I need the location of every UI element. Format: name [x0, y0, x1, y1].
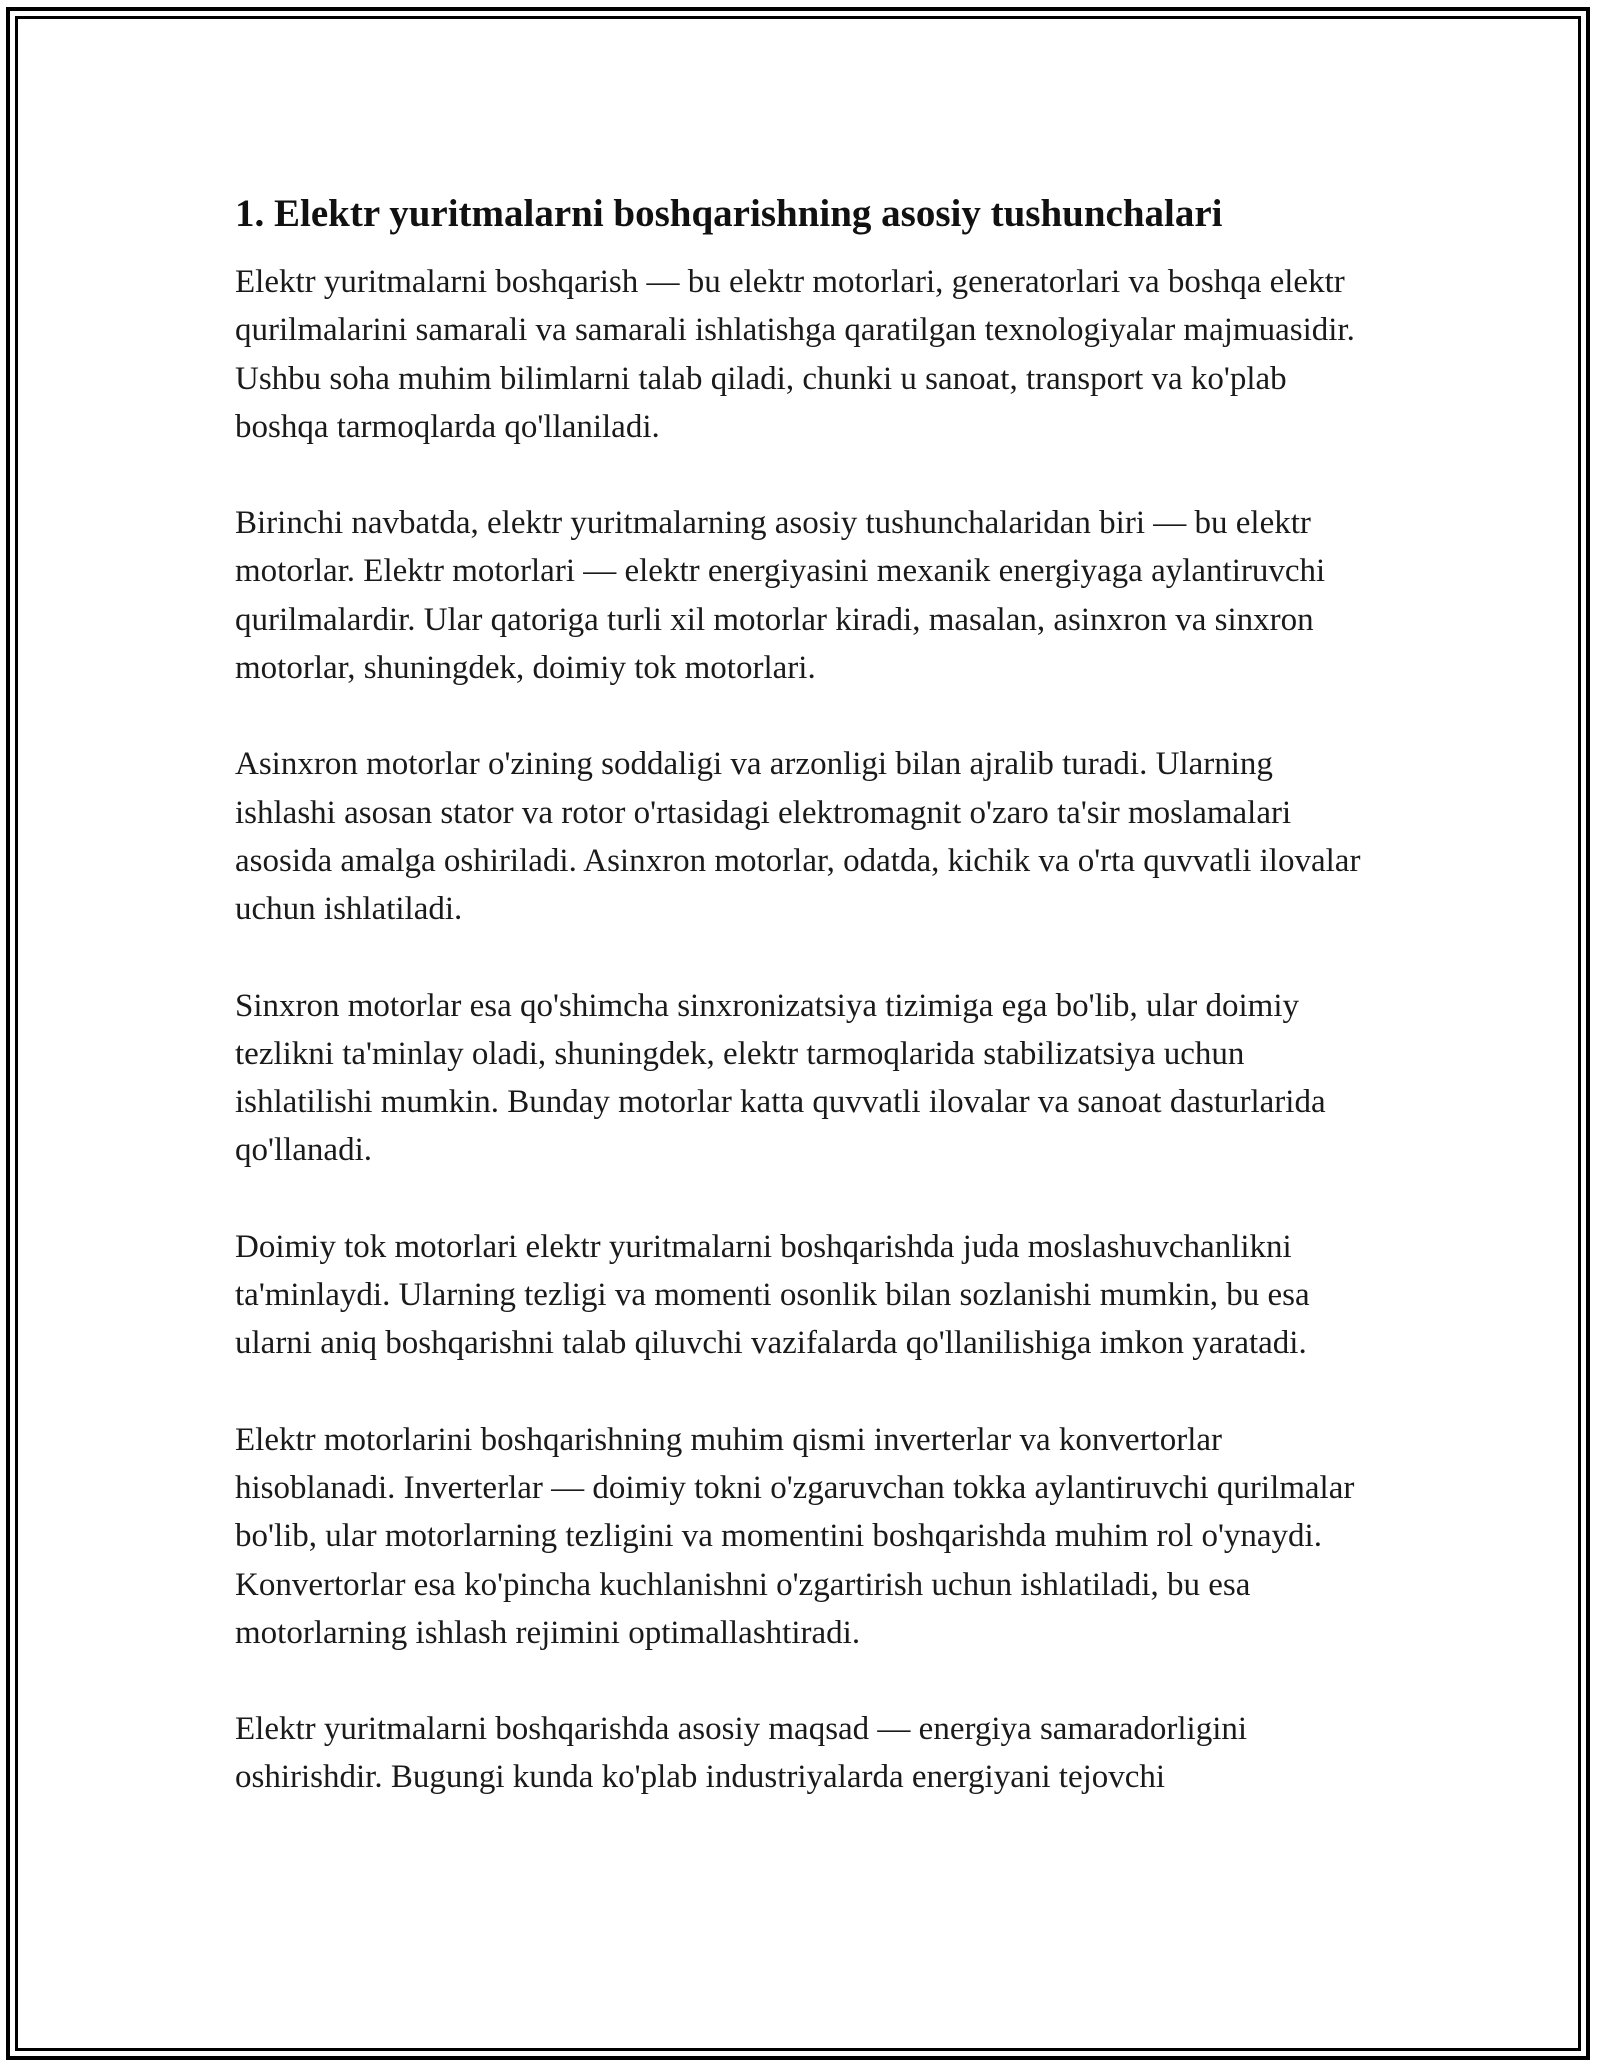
paragraph-inverters-converters: Elektr motorlarini boshqarishning muhim qismi inverterlar va konvertorlar hisoblanadi. Inverterlar — doimiy tokni o'zgaruvchan tokka aylantiruvchi qurilmalar bo'lib, ular motorlarning tezligini va momentini boshqarishda muhim rol o'ynaydi. Konvertorlar esa ko'pincha kuchlanishni o'zgartirish uchun ishlatiladi, bu esa motorlarning ishlash rejimini optimallashtiradi.: [235, 1421, 1355, 1651]
section-heading: 1. Elektr yuritmalarni boshqarishning asosiy tushunchalari: [235, 192, 1223, 235]
document-body: [235, 186, 1375, 1850]
paragraph-synchronous-motors: Sinxron motorlar esa qo'shimcha sinxronizatsiya tizimiga ega bo'lib, ular doimiy tezlikni ta'minlay oladi, shuningdek, elektr tarmoqlarida stabilizatsiya uchun ishlatilishi mumkin. Bunday motorlar katta quvvatli ilovalar va sanoat dasturlarida qo'llanadi.: [235, 987, 1326, 1169]
paragraph-energy-efficiency: Elektr yuritmalarni boshqarishda asosiy maqsad — energiya samaradorligini oshirishdir. Bugungi kunda ko'plab industriyalarda energiyani tejovchi: [235, 1711, 1248, 1796]
paragraph-intro: Elektr yuritmalarni boshqarish — bu elektr motorlari, generatorlari va boshqa elektr qurilmalarini samarali va samarali ishlatishga qaratilgan texnologiyalar majmuasidir. Ushbu soha muhim bilimlarni talab qiladi, chunki u sanoat, transport va ko'plab boshqa tarmoqlarda qo'llaniladi.: [235, 264, 1355, 445]
paragraph-asynchronous-motors: Asinxron motorlar o'zining soddaligi va arzonligi bilan ajralib turadi. Ularning ishlashi asosan stator va rotor o'rtasidagi elektromagnit o'zaro ta'sir moslamalari asosida amalga oshiriladi. Asinxron motorlar, odatda, kichik va o'rta quvvatli ilovalar uchun ishlatiladi.: [235, 746, 1361, 928]
paragraph-dc-motors: Doimiy tok motorlari elektr yuritmalarni boshqarishda juda moslashuvchanlikni ta'minlaydi. Ularning tezligi va momenti osonlik bilan sozlanishi mumkin, bu esa ularni aniq boshqarishni talab qiluvchi vazifalarda qo'llanilishiga imkon yaratadi.: [235, 1228, 1310, 1362]
paragraph-electric-motors: Birinchi navbatda, elektr yuritmalarning asosiy tushunchalaridan biri — bu elektr motorlar. Elektr motorlari — elektr energiyasini mexanik energiyaga aylantiruvchi qurilmalardir. Ular qatoriga turli xil motorlar kiradi, masalan, asinxron va sinxron motorlar, shuningdek, doimiy tok motorlari.: [235, 505, 1326, 687]
